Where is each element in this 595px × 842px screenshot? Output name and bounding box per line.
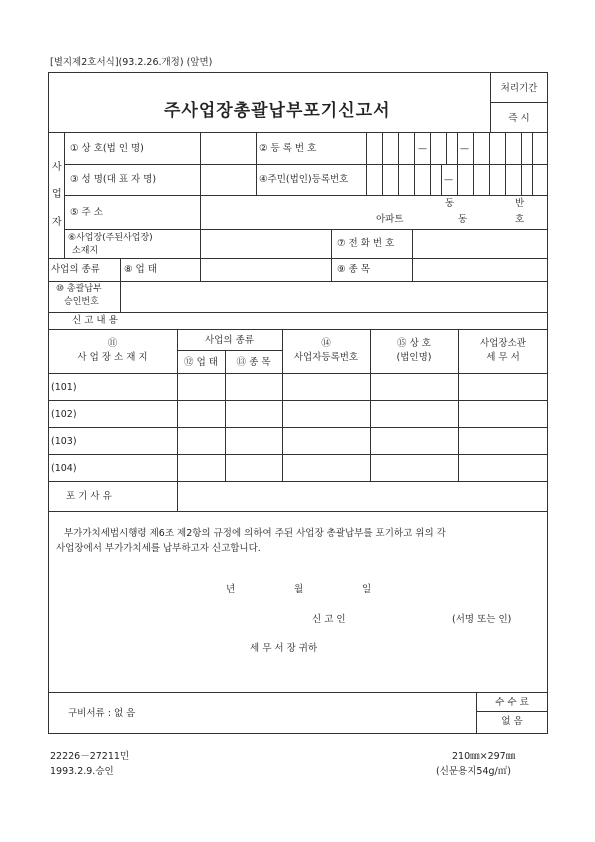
col-address-header: 사 업 장 소 재 지 [77,352,148,363]
side-label-3: 자 [52,217,62,228]
processing-period-value: 즉 시 [508,113,530,124]
date-month: 월 [294,584,304,595]
address-label: ⑤ 주 소 [70,207,103,218]
col-regno-num: ⑭ [321,338,331,349]
biz-type-label: 사업의 종류 [51,264,100,275]
signature-label: (서명 또는 인) [452,614,512,625]
form-code: 22226－27211민 [50,751,130,762]
col-category-header: ⑫ 업 태 [184,357,218,368]
form-title: 주사업장총괄납부포기신고서 [164,101,391,121]
required-docs: 구비서류 : 없 음 [68,708,136,719]
addr-dong: 동 [445,198,455,209]
col-item-header: ⑬ 종 목 [236,357,271,368]
reason-label: 포 기 사 유 [66,491,112,502]
date-year: 년 [226,584,236,595]
col-name-header: ⑮ 상 호 [397,338,431,349]
statement-line1: 부가가치세법시행령 제6조 제2항의 규정에 의하여 주된 사업장 총괄납부를 포기하고 위의 각 [64,528,446,539]
row-102: (102) [51,409,77,420]
addr-ho: 호 [515,214,525,225]
col-office-header: 사업장소관 [480,338,526,349]
fee-label: 수 수 료 [495,697,529,708]
rep-label: ③ 성 명(대 표 자 명) [70,174,157,185]
approval-label-2: 승인번호 [64,297,99,307]
addr-apt: 아파트 [376,214,404,225]
row-104: (104) [51,463,77,474]
col-regno-header: 사업자등록번호 [293,352,359,363]
statement-line2: 사업장에서 부가가치세를 납부하고자 신고합니다. [56,543,261,554]
main-site-label: ⑥사업장(주된사업장) [68,233,153,243]
col-kind-header: 사업의 종류 [205,335,254,346]
addr-ban: 반 [515,198,525,209]
reg-no-label: ② 등 록 번 호 [259,143,317,154]
date-day: 일 [362,584,372,595]
fee-value: 없 음 [501,716,523,727]
category-label: ⑧ 업 태 [124,264,157,275]
processing-period-label: 처리기간 [500,83,538,94]
phone-label: ⑦ 전 화 번 호 [337,238,395,249]
paper-type: (신문용지54g/㎡) [436,766,511,777]
name-label: ① 상 호(법 인 명) [70,143,144,154]
reporter-label: 신 고 인 [312,614,346,625]
col-office-sub: 세 무 서 [486,352,520,363]
resident-no-label: ④주민(법인)등록번호 [259,174,349,185]
row-103: (103) [51,436,77,447]
recipient-label: 세 무 서 장 귀하 [250,643,318,654]
paper-size: 210㎜×297㎜ [452,751,516,762]
item-label: ⑨ 종 목 [337,264,370,275]
side-label-2: 업 [52,189,62,200]
form-label: [별지제2호서식](93.2.26.개정) (앞면) [50,57,213,68]
side-label-1: 사 [52,162,62,173]
col-name-sub: (법인명) [396,352,432,363]
col-address-num: ⑪ [107,338,118,349]
main-site-label-2: 소재지 [72,246,99,256]
approval-date: 1993.2.9.승인 [50,766,114,777]
report-section-label: 신 고 내 용 [72,315,118,326]
addr-dong2: 동 [458,214,468,225]
row-101: (101) [51,382,77,393]
approval-label: ⑩ 총괄납부 [56,284,102,294]
